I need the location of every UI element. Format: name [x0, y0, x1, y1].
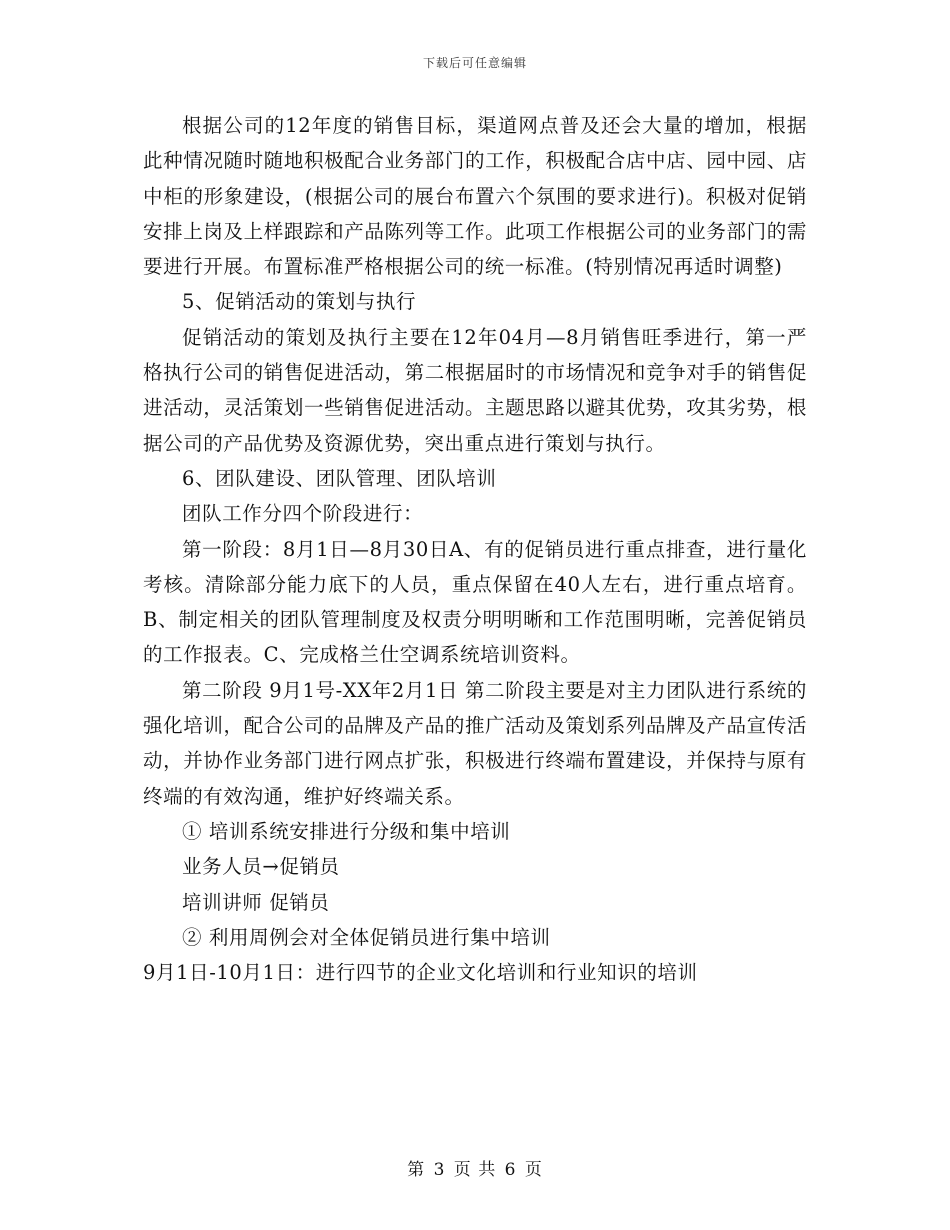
- paragraph-promotion-plan: 促销活动的策划及执行主要在12年04月—8月销售旺季进行，第一严格执行公司的销售促进活动，第二根据届时的市场情况和竞争对手的销售促进活动，灵活策划一些销售促进活动。主题思路以避其优势，攻其劣势，根据公司的产品优势及资源优势，突出重点进行策划与执行。: [143, 325, 807, 455]
- list-item-training-system: ① 培训系统安排进行分级和集中培训: [182, 819, 511, 843]
- section-heading-team: 6、团队建设、团队管理、团队培训: [182, 466, 497, 490]
- footer-prefix: 第: [407, 1160, 426, 1180]
- paragraph-team-stages: 团队工作分四个阶段进行：: [182, 502, 424, 526]
- footer-suffix: 页: [524, 1160, 543, 1180]
- current-page-number: 3: [433, 1160, 446, 1180]
- list-item-weekly-meeting: ② 利用周例会对全体促销员进行集中培训: [182, 925, 551, 949]
- header-note: 下载后可任意编辑: [422, 56, 527, 70]
- section-heading-promotion: 5、促销活动的策划与执行: [182, 290, 417, 314]
- document-body: [143, 108, 807, 990]
- footer-middle: 页 共: [453, 1160, 497, 1180]
- paragraph-stage-one: 第一阶段：8月1日—8月30日A、有的促销员进行重点排查，进行量化考核。清除部分能力底下的人员，重点保留在40人左右，进行重点培育。B、制定相关的团队管理制度及权责分明明晰和工作范围明晰，完善促销员的工作报表。C、完成格兰仕空调系统培训资料。: [143, 537, 807, 667]
- paragraph-sales-target: 根据公司的12年度的销售目标，渠道网点普及还会大量的增加，根据此种情况随时随地积极配合业务部门的工作，积极配合店中店、园中园、店中柜的形象建设，(根据公司的展台布置六个氛围的要求进行)。积极对促销安排上岗及上样跟踪和产品陈列等工作。此项工作根据公司的业务部门的需要进行开展。布置标准严格根据公司的统一标准。(特别情况再适时调整): [143, 114, 807, 279]
- list-item-trainer: 培训讲师 促销员: [182, 890, 330, 914]
- list-item-business-staff: 业务人员→促销员: [182, 855, 340, 879]
- paragraph-september-training: 9月1日-10月1日：进行四节的企业文化培训和行业知识的培训: [143, 961, 698, 985]
- page-footer: [0, 1155, 950, 1180]
- paragraph-stage-two: 第二阶段 9月1号-XX年2月1日 第二阶段主要是对主力团队进行系统的强化培训，配合公司的品牌及产品的推广活动及策划系列品牌及产品宣传活动，并协作业务部门进行网点扩张，积极进行终端布置建设，并保持与原有终端的有效沟通，维护好终端关系。: [143, 678, 807, 808]
- total-page-number: 6: [504, 1160, 517, 1180]
